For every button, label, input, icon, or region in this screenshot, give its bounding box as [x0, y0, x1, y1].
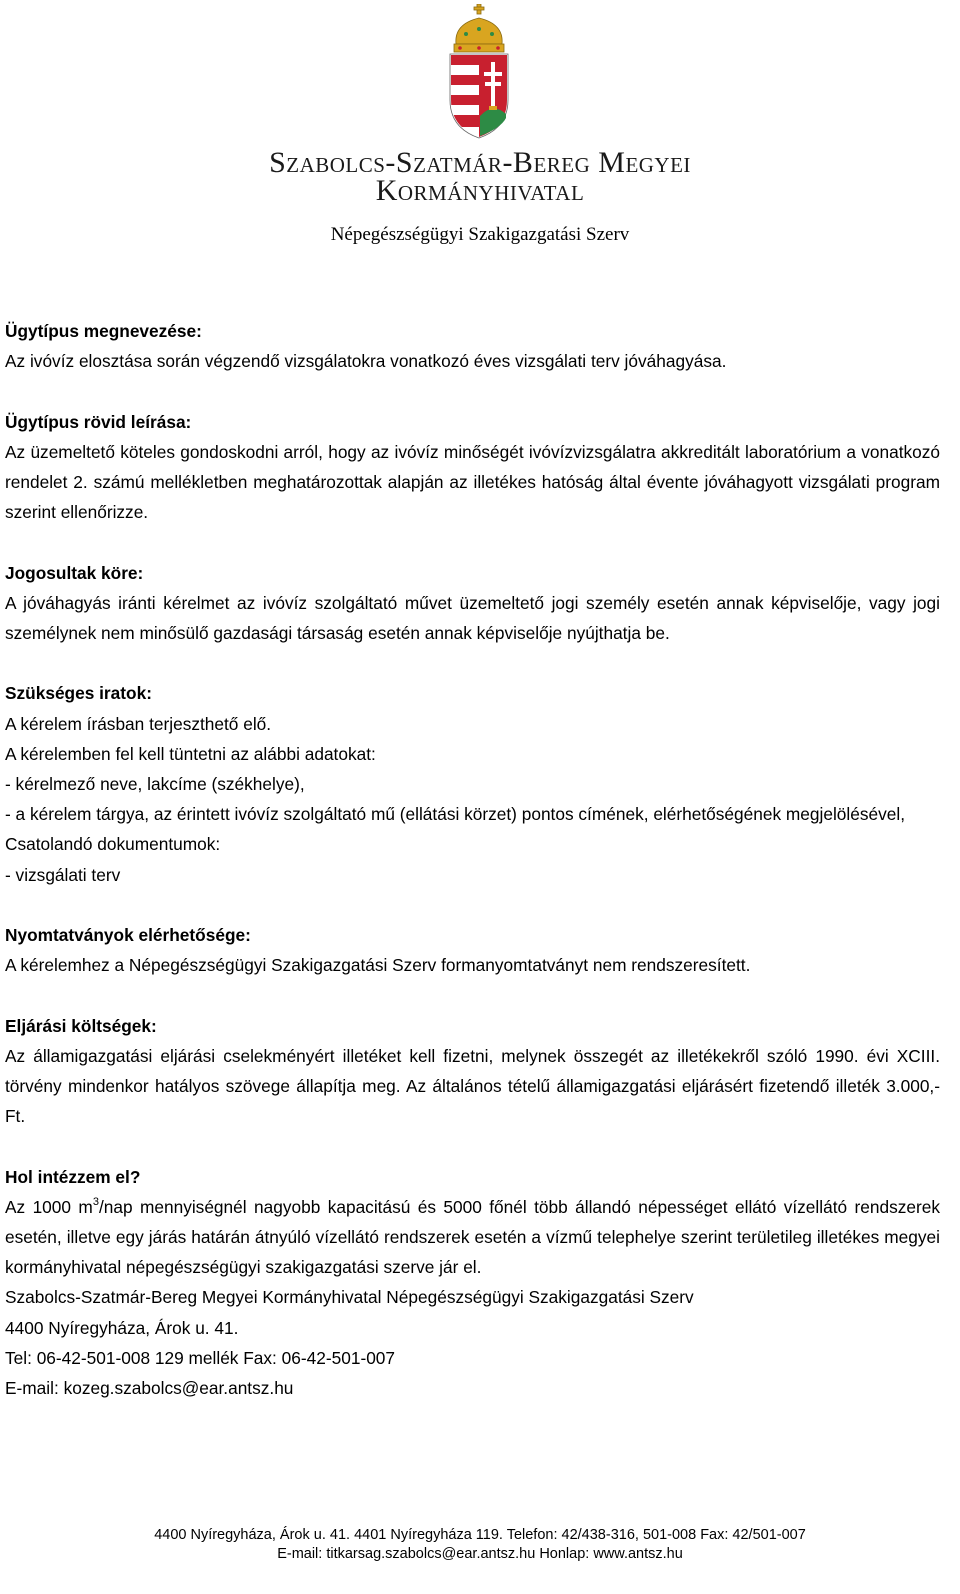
- document-line: - kérelmező neve, lakcíme (székhelye),: [5, 774, 305, 794]
- footer-contact-line: E-mail: titkarsag.szabolcs@ear.antsz.hu Honlap: www.antsz.hu: [277, 1546, 683, 1562]
- document-line: - a kérelem tárgya, az érintett ivóvíz szolgáltató mű (ellátási körzet) pontos címének, elérhetőségének megjelölésével,: [5, 804, 906, 825]
- superscript: 3: [92, 1195, 99, 1208]
- section-title: Jogosultak köre:: [5, 562, 144, 583]
- document-line: - vizsgálati terv: [5, 864, 121, 885]
- letterhead: [0, 0, 960, 260]
- section-type-name: [5, 316, 940, 376]
- org-name-line1: Szabolcs-Szatmár-Bereg Megyei: [269, 146, 691, 179]
- hungarian-coat-of-arms-icon: [446, 4, 512, 140]
- section-forms: [5, 920, 940, 980]
- section-title: Hol intézzem el?: [5, 1166, 141, 1187]
- section-title: Nyomtatványok elérhetősége:: [5, 925, 251, 945]
- section-title: Ügytípus megnevezése:: [5, 321, 202, 341]
- footer-address-line: 4400 Nyíregyháza, Árok u. 41. 4401 Nyíregyháza 119. Telefon: 42/438-316, 501-008 Fax: 42/501-007: [154, 1527, 806, 1543]
- section-text: A jóváhagyás iránti kérelmet az ivóvíz szolgáltató művet üzemeltető jogi személy esetén annak képviselője, vagy jogi személynek nem minősülő gazdasági társaság esetén annak képviselője nyújthatja be.: [5, 592, 940, 643]
- document-line: A kérelem írásban terjeszthető elő.: [5, 713, 272, 734]
- department-name: Népegészségügyi Szakigazgatási Szerv: [330, 224, 630, 245]
- section-short-description: [5, 407, 940, 528]
- section-title: Eljárási költségek:: [5, 1015, 157, 1036]
- section-eligible: [5, 558, 940, 649]
- section-where: [5, 1162, 940, 1404]
- where-text-start: Az 1000 m: [5, 1196, 93, 1217]
- document-line: A kérelemben fel kell tüntetni az alábbi adatokat:: [5, 743, 376, 764]
- section-text: Az üzemeltető köteles gondoskodni arról, hogy az ivóvíz minőségét ivóvízvizsgálatra akkreditált laboratórium a vonatkozó rendelet 2. számú mellékletben meghatározottak alapján az illetékes hatóság által évente jóváhagyott vizsgálati program szerint ellenőrizze.: [5, 441, 940, 523]
- section-text: A kérelemhez a Népegészségügyi Szakigazgatási Szerv formanyomtatványt nem rendszeresített.: [5, 955, 751, 976]
- document-body: [5, 316, 940, 1433]
- section-text: [5, 1192, 940, 1283]
- org-name-line2: Kormányhivatal: [375, 174, 585, 207]
- section-costs: [5, 1011, 940, 1132]
- where-text-rest: /nap mennyiségnél nagyobb kapacitású és 5000 főnél több állandó népességet ellátó vízellátó rendszerek esetén, illetve egy járás határán átnyúló vízellátó rendszerek esetén a vízmű telephelye szerint területileg illetékes megyei kormányhivatal népegészségügyi szakigazgatási szerve jár el.: [5, 1196, 941, 1278]
- document-line: Csatolandó dokumentumok:: [5, 834, 221, 855]
- office-email: E-mail: kozeg.szabolcs@ear.antsz.hu: [5, 1378, 294, 1399]
- section-text: Az államigazgatási eljárási cselekményért illetéket kell fizetni, melynek összegét az illetékekről szóló 1990. évi XCIII. törvény mindenkor hatályos szövege állapítja meg. Az általános tételű államigazgatási eljárásért fizetendő illeték 3.000,- Ft.: [5, 1045, 940, 1127]
- section-text: Az ivóvíz elosztása során végzendő vizsgálatokra vonatkozó éves vizsgálati terv jóváhagyása.: [5, 351, 727, 372]
- section-title: Szükséges iratok:: [5, 683, 152, 704]
- page-footer: [0, 1526, 960, 1564]
- office-address: 4400 Nyíregyháza, Árok u. 41.: [5, 1317, 239, 1338]
- office-phone: Tel: 06-42-501-008 129 mellék Fax: 06-42-501-007: [5, 1347, 396, 1368]
- office-name: Szabolcs-Szatmár-Bereg Megyei Kormányhivatal Népegészségügyi Szakigazgatási Szerv: [5, 1287, 694, 1308]
- section-required-documents: [5, 678, 940, 889]
- section-title: Ügytípus rövid leírása:: [5, 411, 192, 432]
